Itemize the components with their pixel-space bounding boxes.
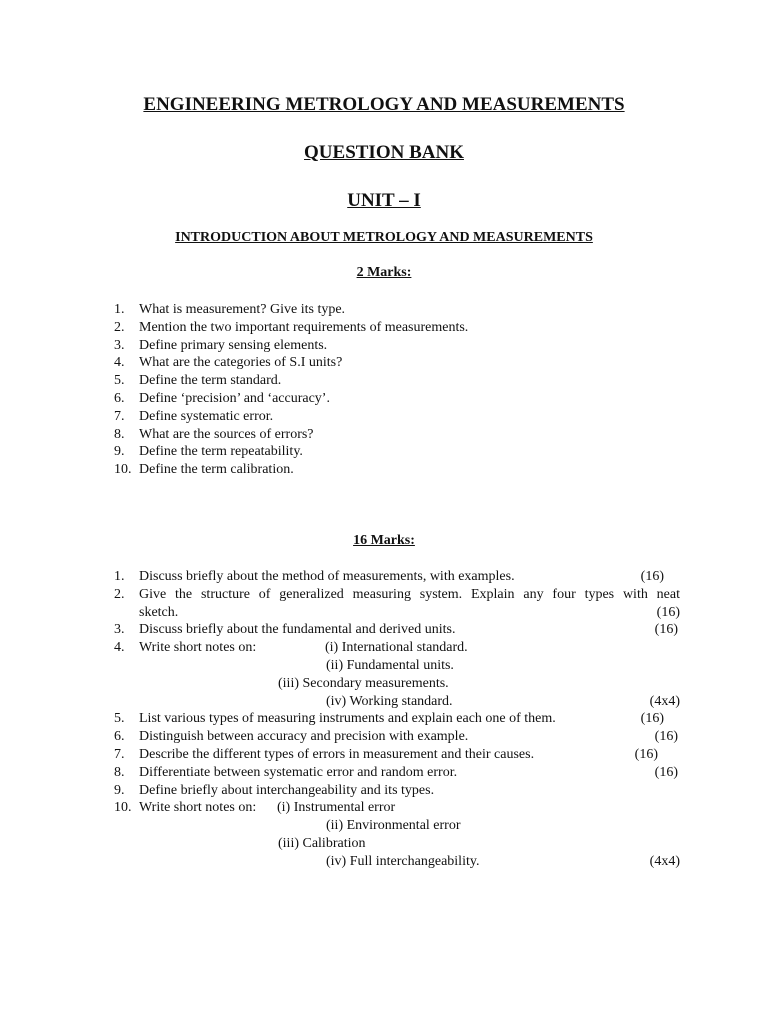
question-number: 4. <box>114 640 125 656</box>
question-number: 10. <box>114 800 132 816</box>
sub-item: (iv) Full interchangeability. <box>326 853 480 869</box>
question-text: Differentiate between systematic error and random error. <box>139 764 458 780</box>
sub-item: (iii) Secondary measurements. <box>278 675 449 691</box>
sub-item: (ii) Environmental error <box>326 818 461 834</box>
question-text: What are the categories of S.I units? <box>139 355 343 371</box>
question-text: Discuss briefly about the method of measurements, with examples. <box>139 569 515 584</box>
question-number: 3. <box>114 622 125 638</box>
question-text: Distinguish between accuracy and precision with example. <box>139 729 469 745</box>
question-number: 9. <box>114 782 125 798</box>
question-number: 1. <box>114 302 125 317</box>
sixteen-marks-question-list <box>114 568 680 871</box>
question-number: 5. <box>114 711 125 727</box>
list-item <box>114 461 680 479</box>
list-item <box>114 621 680 639</box>
list-item <box>114 782 680 800</box>
two-marks-heading: 2 Marks: <box>356 265 412 280</box>
list-item <box>114 443 680 461</box>
question-text: Write short notes on: <box>139 800 257 816</box>
sub-item: (iv) Working standard. <box>326 693 453 709</box>
sub-item: (i) Instrumental error <box>277 800 396 816</box>
list-item <box>114 746 680 764</box>
question-text: Define the term standard. <box>139 373 282 389</box>
section-title: INTRODUCTION ABOUT METROLOGY AND MEASUREMENTS <box>175 230 593 245</box>
question-text: Discuss briefly about the fundamental and derived units. <box>139 622 456 638</box>
list-item <box>114 426 680 444</box>
document-subtitle: QUESTION BANK <box>304 142 464 163</box>
list-item <box>114 337 680 355</box>
list-item <box>114 710 680 728</box>
question-text: Describe the different types of errors in measurement and their causes. <box>139 746 535 762</box>
marks-label: (16) <box>654 729 678 745</box>
question-text: What are the sources of errors? <box>139 426 314 442</box>
question-number: 8. <box>114 764 125 780</box>
question-number: 5. <box>114 373 125 389</box>
document-title: ENGINEERING METROLOGY AND MEASUREMENTS <box>143 94 625 115</box>
marks-label: (16) <box>640 711 664 727</box>
question-text: Define primary sensing elements. <box>139 337 328 353</box>
list-item <box>114 354 680 372</box>
list-item <box>114 764 680 782</box>
list-item <box>114 372 680 390</box>
list-item <box>114 728 680 746</box>
list-item <box>114 799 680 870</box>
question-number: 7. <box>114 746 125 762</box>
marks-label: (4x4) <box>649 693 680 709</box>
marks-label: (16) <box>656 604 680 620</box>
question-number: 2. <box>114 319 125 335</box>
marks-label: (16) <box>654 622 678 638</box>
list-item <box>114 568 680 586</box>
question-text: Mention the two important requirements of measurements. <box>139 319 469 335</box>
question-number: 2. <box>114 586 125 602</box>
marks-label: (16) <box>634 746 658 762</box>
question-number: 4. <box>114 355 125 371</box>
question-number: 9. <box>114 444 125 460</box>
question-number: 10. <box>114 462 132 478</box>
question-text: What is measurement? Give its type. <box>139 302 346 317</box>
question-number: 6. <box>114 390 125 406</box>
question-text: Define briefly about interchangeability and its types. <box>139 782 435 798</box>
question-text: Define the term calibration. <box>139 462 294 478</box>
sub-item: (iii) Calibration <box>278 835 366 851</box>
question-number: 8. <box>114 426 125 442</box>
sub-item: (ii) Fundamental units. <box>326 657 454 673</box>
sixteen-marks-heading: 16 Marks: <box>353 533 415 548</box>
marks-label: (4x4) <box>649 853 680 869</box>
unit-heading: UNIT – I <box>347 190 421 211</box>
question-text: Define the term repeatability. <box>139 444 303 460</box>
question-text: List various types of measuring instruments and explain each one of them. <box>139 711 556 727</box>
two-marks-question-list <box>114 301 680 479</box>
marks-label: (16) <box>654 764 678 780</box>
question-number: 1. <box>114 569 125 584</box>
list-item <box>114 639 680 710</box>
question-number: 3. <box>114 337 125 353</box>
list-item <box>114 408 680 426</box>
list-item <box>114 319 680 337</box>
marks-label: (16) <box>640 569 664 584</box>
question-text: Define systematic error. <box>139 408 274 424</box>
question-text: Give the structure of generalized measuring system. Explain any four types with neat <box>139 586 680 602</box>
sub-item: (i) International standard. <box>325 640 468 656</box>
question-number: 6. <box>114 729 125 745</box>
list-item <box>114 390 680 408</box>
question-text: Define ‘precision’ and ‘accuracy’. <box>139 390 330 406</box>
question-text: Write short notes on: <box>139 640 257 656</box>
list-item <box>114 301 680 319</box>
question-number: 7. <box>114 408 125 424</box>
list-item <box>114 586 680 622</box>
question-text-continued: sketch. <box>139 604 179 620</box>
